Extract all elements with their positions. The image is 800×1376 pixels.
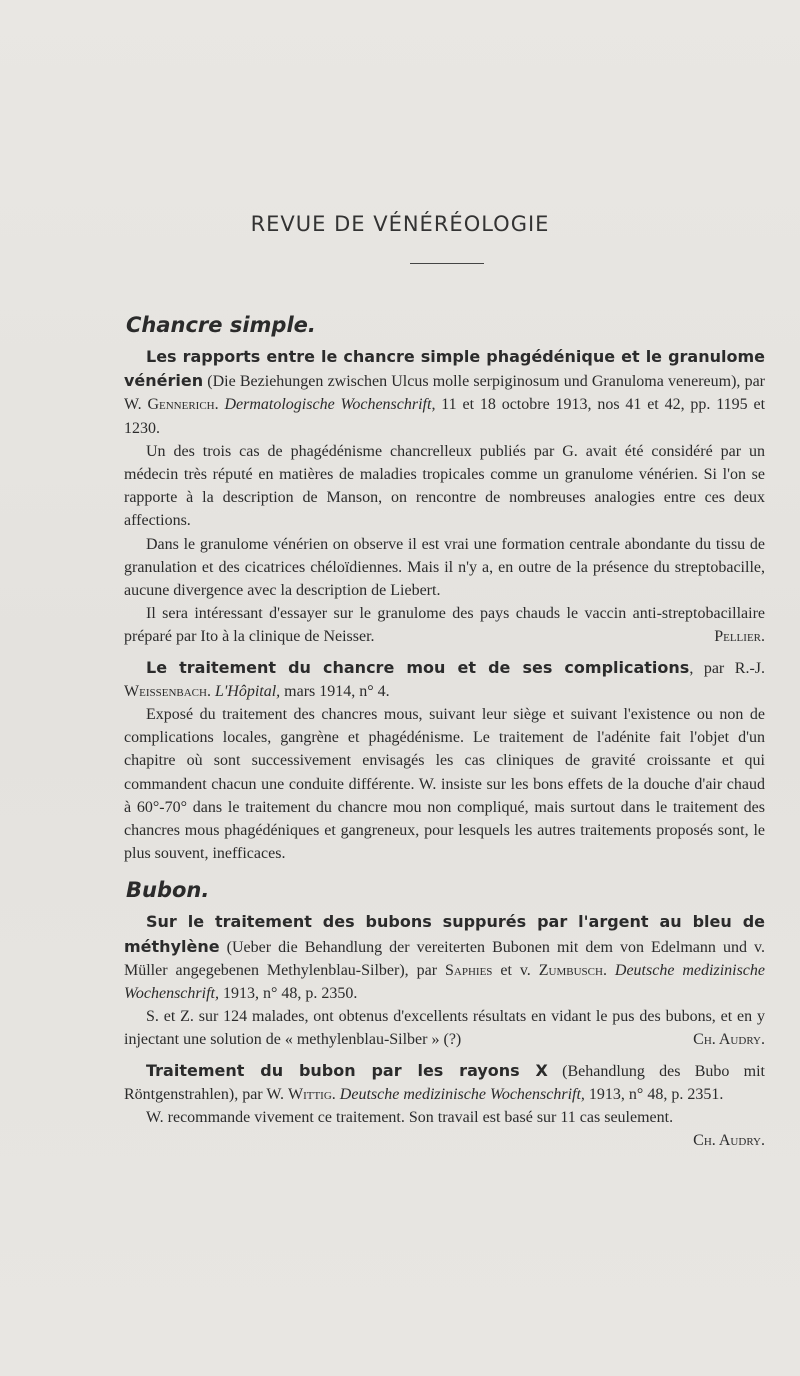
reference-text: (Behandlung des Bubo mit Röntgenstrahlen), par W. — [124, 1062, 765, 1103]
author-name: Zumbusch — [538, 961, 603, 979]
article-saphies-zumbusch — [124, 910, 765, 1051]
reference-text: et v. — [492, 961, 539, 979]
paragraph — [124, 602, 765, 648]
page-title: REVUE DE VÉNÉRÉOLOGIE — [250, 212, 550, 236]
reference-text: mars 1914, n° 4. — [280, 682, 390, 700]
paragraph: Exposé du traitement des chancres mous, suivant leur siège et suivant l'existence ou non de complications locales, gangrène et phagédénisme. Le traitement de l'adénite fait l'objet d'un chapitre où sont successivement envisagés les cas cliniques de gravité croissante et qui commandent chacun une conduite différente. W. insiste sur les bons effets de la douche d'air chaud à 60°-70° dans le traitement du chancre mou non compliqué, mais surtout dans le traitement des chancres mous phagédéniques et gangreneux, pour lesquels les autres traitements proposés sont, le plus souvent, inefficaces. — [124, 706, 765, 863]
article-reference — [124, 345, 765, 440]
reference-text: . — [602, 961, 615, 979]
article-reference — [124, 1059, 765, 1106]
article-title: Les rapports entre le chancre simple phagédénique et le granulome vénérien — [124, 347, 765, 391]
paragraph-text: S. et Z. sur 124 malades, ont obtenus d'excellents résultats en vidant le pus des bubons, et en y injectant une solution de « methylenblau-Silber » (?) — [124, 1008, 765, 1049]
reviewer-signature: Ch. Audry. — [693, 1132, 765, 1150]
reference-text: (Ueber die Behandlung der vereiterten Bubonen mit dem von Edelmann und v. Müller angegebenen Methylenblau-Silber), par — [124, 938, 765, 979]
author-name: Gennerich — [147, 396, 215, 414]
reference-text: 1913, n° 48, p. 2351. — [584, 1085, 724, 1103]
reference-text: . — [214, 396, 225, 414]
author-name: Wittig — [287, 1085, 332, 1103]
paragraph — [124, 1005, 765, 1051]
paragraph-text: W. recommande vivement ce traitement. Son travail est basé sur 11 cas seulement. — [146, 1109, 674, 1127]
title-divider — [410, 263, 484, 264]
reference-text: . — [331, 1085, 340, 1103]
author-name: Weissenbach — [124, 682, 207, 700]
article-title: Le traitement du chancre mou et de ses complications — [146, 657, 690, 677]
article-title: Sur le traitement des bubons suppurés par l'argent au bleu de méthylène — [124, 912, 765, 956]
journal-name: Deutsche medizinische Wochenschrift, — [124, 961, 766, 1003]
reference-text: . — [206, 682, 215, 700]
article-title: Traitement du bubon par les rayons X — [146, 1060, 548, 1080]
author-name: Saphies — [445, 961, 493, 979]
article-gennerich — [124, 345, 765, 649]
main-column — [124, 312, 765, 1153]
article-wittig — [124, 1059, 765, 1153]
journal-name: L'Hôpital, — [214, 682, 281, 700]
paragraph: Un des trois cas de phagédénisme chancrelleux publiés par G. avait été considéré par un médecin très réputé en matières de maladies tropicales comme un granulome vénérien. Si l'on se rapporte à la description de Manson, on rencontre de nombreuses analogies entre ces deux affections. — [124, 442, 765, 530]
reference-text: , par R.-J. — [689, 659, 765, 677]
article-reference — [124, 910, 765, 1005]
reference-text: 11 et 18 octobre 1913, nos 41 et 42, pp. 1195 et 1230. — [124, 396, 766, 437]
article-weissenbach — [124, 656, 765, 866]
paragraph: Dans le granulome vénérien on observe il est vrai une formation centrale abondante du tissu de granulation et des cicatrices chéloïdiennes. Mais il n'y a, en outre de la présence du streptobacille, aucune divergence avec la description de Liebert. — [124, 535, 765, 600]
reference-text: 1913, n° 48, p. 2350. — [218, 985, 358, 1003]
reference-text: (Die Beziehungen zwischen Ulcus molle serpiginosum und Granuloma venereum), par W. — [124, 373, 765, 414]
journal-name: Deutsche medizinische Wochenschrift, — [339, 1085, 585, 1103]
reviewer-signature: Ch. Audry. — [693, 1031, 765, 1049]
article-reference — [124, 656, 765, 703]
section-heading-chancre: Chancre simple. — [126, 313, 316, 337]
reviewer-signature: Pellier. — [714, 628, 765, 646]
paragraph-text: Il sera intéressant d'essayer sur le granulome des pays chauds le vaccin anti-streptobacillaire préparé par Ito à la clinique de Neisser. — [124, 605, 765, 646]
journal-name: Dermatologische Wochenschrift, — [224, 396, 436, 414]
paragraph — [124, 1106, 765, 1152]
section-heading-bubon: Bubon. — [126, 878, 210, 903]
